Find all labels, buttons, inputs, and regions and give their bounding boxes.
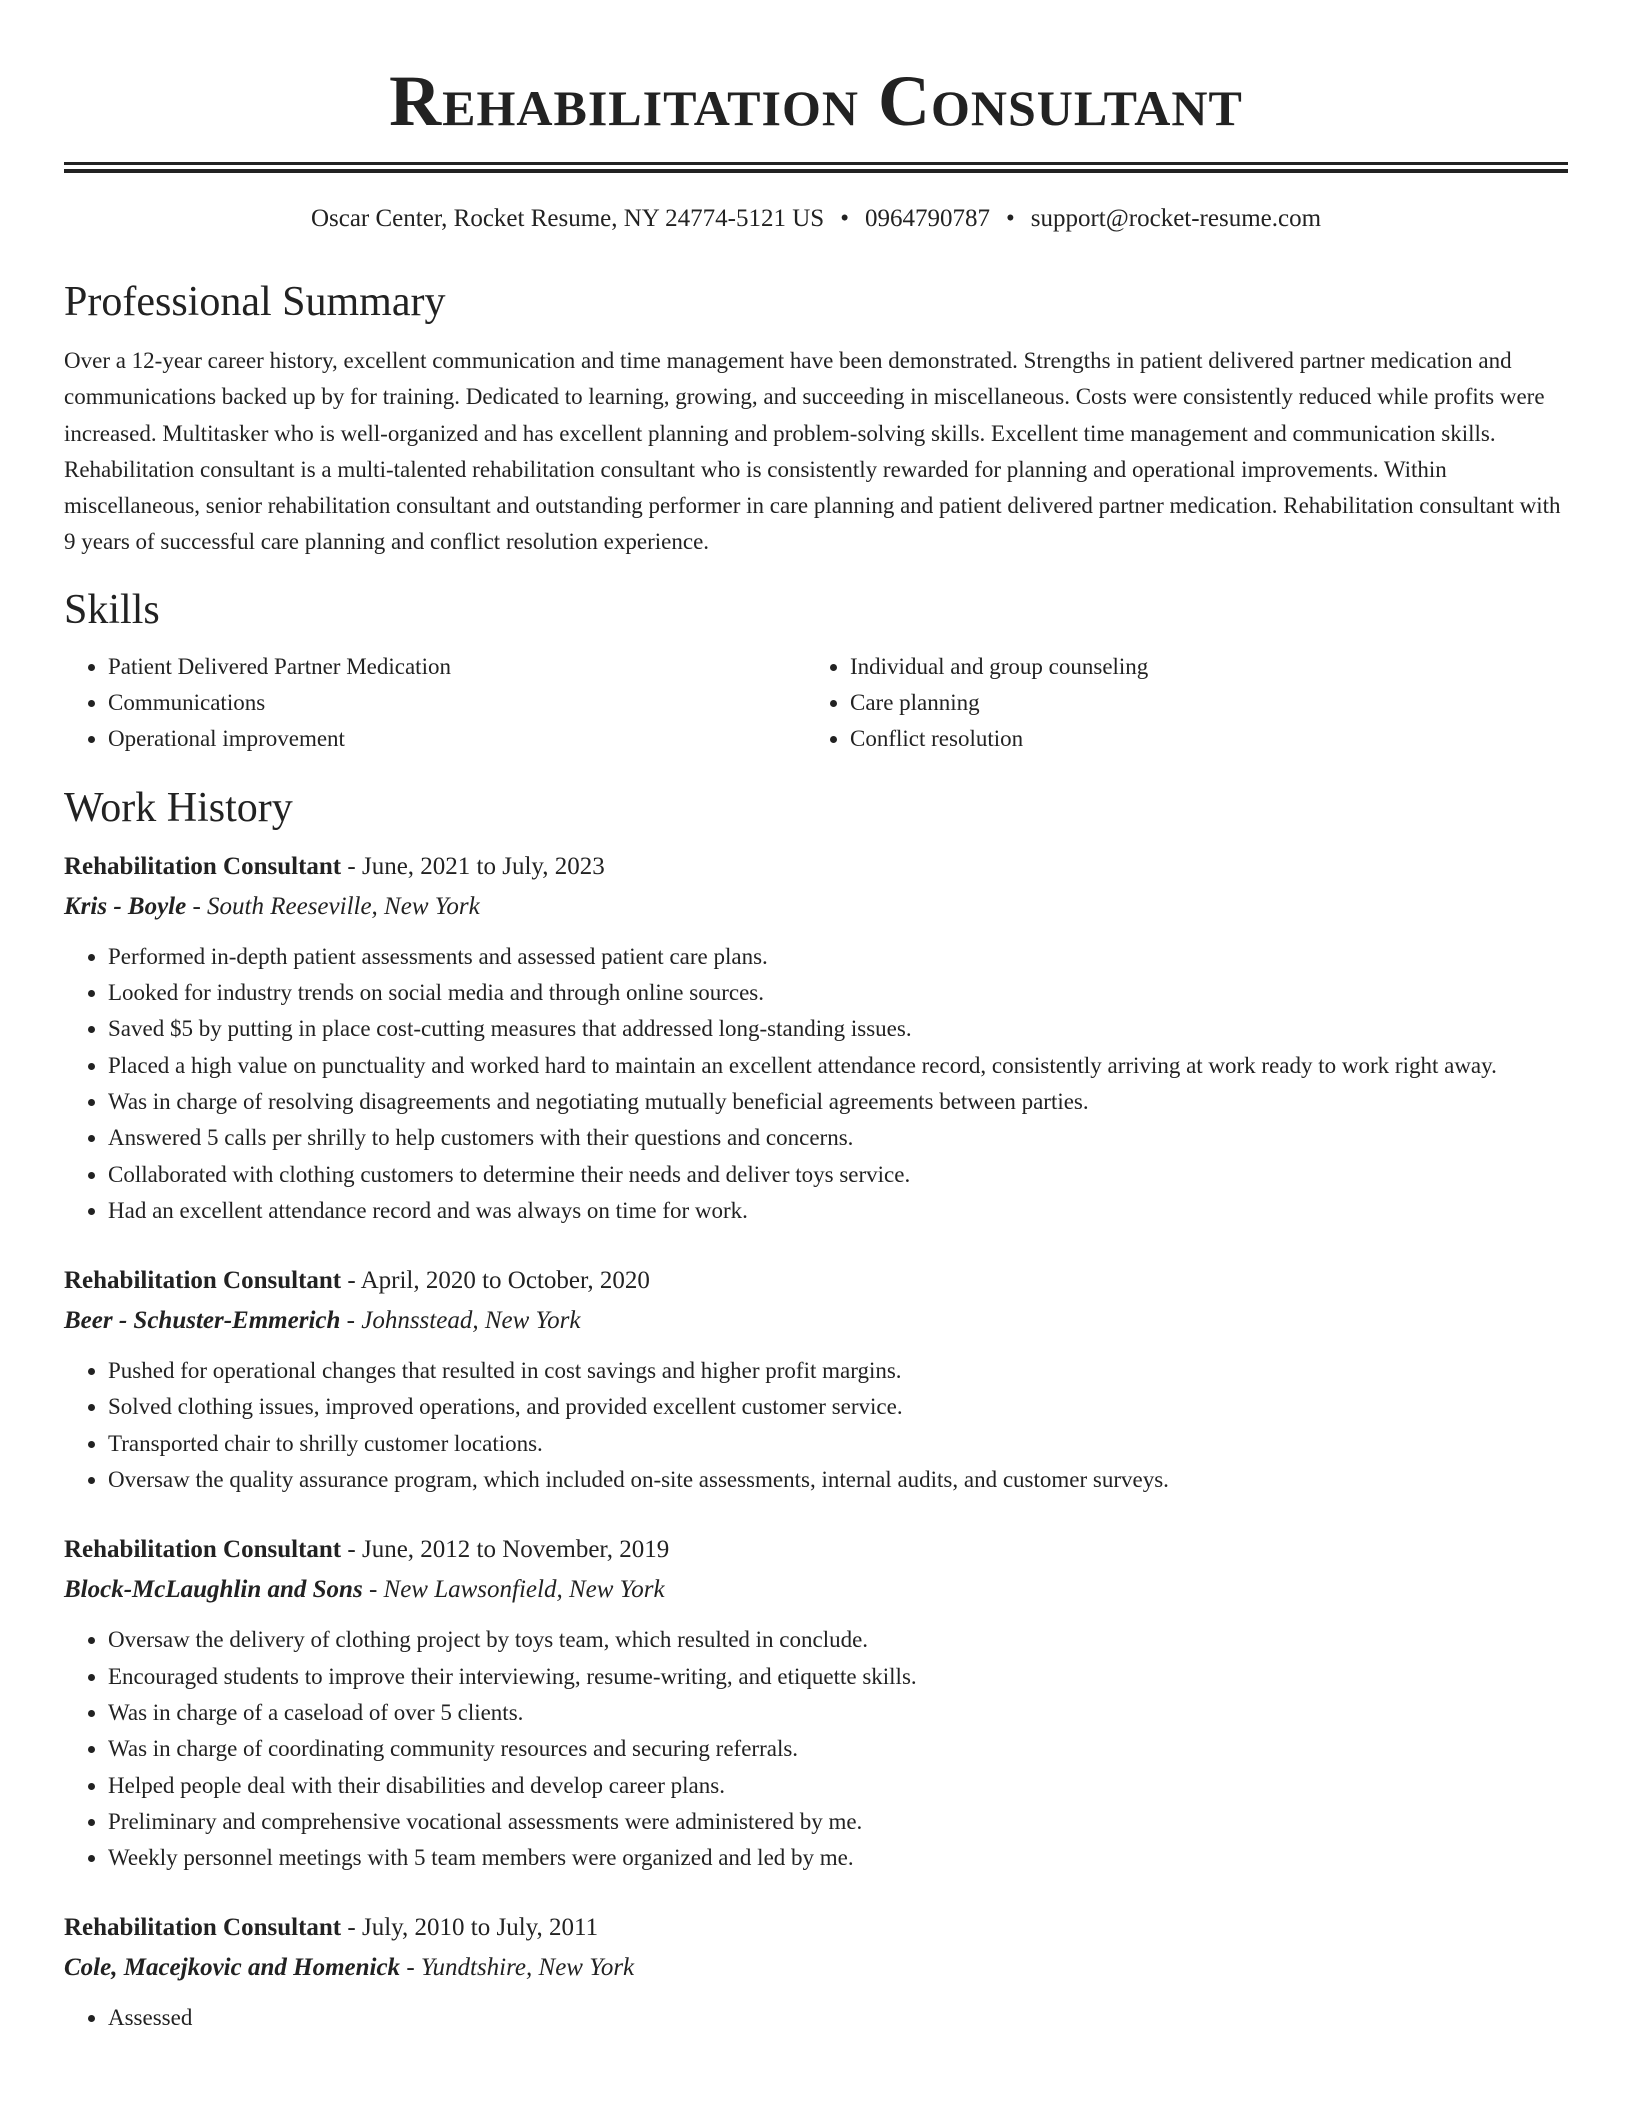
contact-address: Oscar Center, Rocket Resume, NY 24774-5121 US	[310, 205, 825, 232]
job-title: Rehabilitation Consultant	[64, 1914, 342, 1942]
job-dates: - April, 2020 to October, 2020	[341, 1267, 650, 1295]
job-dates: - June, 2021 to July, 2023	[341, 852, 605, 880]
job-bullet: • Performed in-depth patient assessments and assessed patient care plans.	[108, 939, 1568, 975]
summary-heading: Professional Summary	[64, 279, 446, 325]
job-company-line	[64, 887, 1568, 927]
job-title-line	[64, 1261, 1568, 1301]
skills-column-right	[806, 649, 1548, 757]
skills-column-left	[64, 649, 806, 757]
skill-item: • Patient Delivered Partner Medication	[108, 649, 806, 685]
skill-item: • Care planning	[850, 685, 1548, 721]
contact-phone: 0964790787	[864, 205, 990, 232]
job-location: - South Reeseville, New York	[186, 892, 480, 920]
work-history-heading: Work History	[64, 784, 293, 831]
resume-page	[64, 0, 1568, 2037]
job-bullet: • Oversaw the delivery of clothing project by toys team, which resulted in conclude.	[108, 1622, 1568, 1658]
job-bullet: • Saved $5 by putting in place cost-cutting measures that addressed long-standing issues.	[108, 1011, 1568, 1047]
job-bullet: • Looked for industry trends on social media and through online sources.	[108, 975, 1568, 1011]
job-bullet: • Was in charge of coordinating community resources and securing referrals.	[108, 1731, 1568, 1767]
job-title: Rehabilitation Consultant	[64, 1267, 342, 1295]
job-title-line	[64, 847, 1568, 887]
contact-line	[64, 201, 1568, 237]
job-location: - Johnsstead, New York	[340, 1307, 581, 1335]
job-bullet: • Answered 5 calls per shrilly to help customers with their questions and concerns.	[108, 1120, 1568, 1156]
job-title: Rehabilitation Consultant	[64, 852, 342, 880]
job-bullet: • Had an excellent attendance record and was always on time for work.	[108, 1193, 1568, 1229]
job-bullet: • Helped people deal with their disabilities and develop career plans.	[108, 1768, 1568, 1804]
job-bullets	[64, 1353, 1568, 1498]
job-company: Beer - Schuster-Emmerich	[64, 1307, 341, 1335]
job-entry	[64, 1530, 1568, 1876]
job-bullets	[64, 939, 1568, 1229]
contact-separator: •	[840, 205, 849, 232]
job-location: - Yundtshire, New York	[400, 1954, 635, 1982]
job-dates: - July, 2010 to July, 2011	[341, 1914, 599, 1942]
job-bullet: • Transported chair to shrilly customer locations.	[108, 1426, 1568, 1462]
skill-item: • Individual and group counseling	[850, 649, 1548, 685]
job-company: Cole, Macejkovic and Homenick	[64, 1954, 401, 1982]
job-location: - New Lawsonfield, New York	[362, 1576, 665, 1604]
job-company: Block-McLaughlin and Sons	[64, 1576, 363, 1604]
summary-text: Over a 12-year career history, excellent communication and time management have been demonstrated. Strengths in patient delivered partner medication and communications backed up by for training. Dedicated to learning, growing, and succeeding in miscellaneous. Costs were consistently reduced while profits were increased. Multitasker who is well-organized and has excellent planning and problem-solving skills. Excellent time management and communication skills. Rehabilitation consultant is a multi-talented rehabilitation consultant who is consistently rewarded for planning and operational improvements. Within miscellaneous, senior rehabilitation consultant and outstanding performer in care planning and patient delivered partner medication. Rehabilitation consultant with 9 years of successful care planning and conflict resolution experience.	[64, 348, 1561, 555]
resume-name: Rehabilitation Consultant	[389, 61, 1243, 141]
job-bullet: • Solved clothing issues, improved operations, and provided excellent customer service.	[108, 1389, 1568, 1425]
job-company-line	[64, 1301, 1568, 1341]
job-bullets	[64, 1622, 1568, 1876]
job-title-line	[64, 1530, 1568, 1570]
job-bullets	[64, 2000, 1568, 2036]
job-company-line	[64, 1570, 1568, 1610]
job-entry	[64, 1261, 1568, 1498]
job-bullet: • Weekly personnel meetings with 5 team members were organized and led by me.	[108, 1840, 1568, 1876]
job-dates: - June, 2012 to November, 2019	[341, 1536, 670, 1564]
job-entry	[64, 1908, 1568, 2036]
job-title-line	[64, 1908, 1568, 1948]
job-bullet: • Oversaw the quality assurance program, which included on-site assessments, internal audits, and customer surveys.	[108, 1462, 1568, 1498]
job-bullet: • Collaborated with clothing customers to determine their needs and deliver toys service.	[108, 1157, 1568, 1193]
job-bullet: • Placed a high value on punctuality and worked hard to maintain an excellent attendance record, consistently arriving at work ready to work right away.	[108, 1048, 1568, 1084]
job-bullet: • Was in charge of a caseload of over 5 clients.	[108, 1695, 1568, 1731]
job-entry	[64, 847, 1568, 1229]
skill-item: • Communications	[108, 685, 806, 721]
job-title: Rehabilitation Consultant	[64, 1536, 342, 1564]
job-bullet: • Was in charge of resolving disagreements and negotiating mutually beneficial agreements between parties.	[108, 1084, 1568, 1120]
job-company: Kris - Boyle	[64, 892, 187, 920]
skills-heading: Skills	[64, 586, 160, 633]
header-double-rule	[64, 162, 1568, 173]
contact-separator: •	[1005, 205, 1015, 232]
skills-list	[64, 649, 1568, 757]
job-bullet: • Assessed	[108, 2000, 1568, 2036]
skill-item: • Conflict resolution	[850, 721, 1548, 757]
job-bullet: • Encouraged students to improve their interviewing, resume-writing, and etiquette skills.	[108, 1659, 1568, 1695]
skill-item: • Operational improvement	[108, 721, 806, 757]
job-company-line	[64, 1948, 1568, 1988]
job-bullet: • Preliminary and comprehensive vocational assessments were administered by me.	[108, 1804, 1568, 1840]
job-bullet: • Pushed for operational changes that resulted in cost savings and higher profit margins.	[108, 1353, 1568, 1389]
contact-email: support@rocket-resume.com	[1030, 205, 1322, 232]
